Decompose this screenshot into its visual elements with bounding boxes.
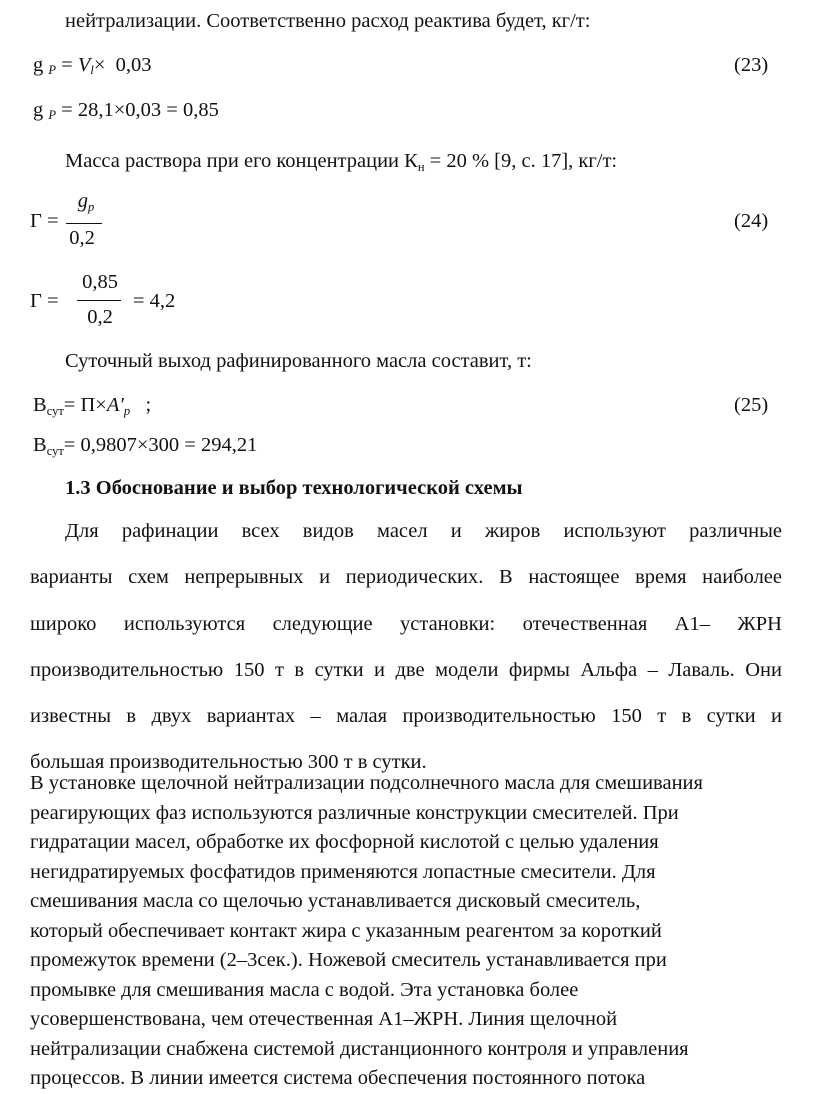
eq25b-b: B [33, 434, 47, 456]
mass-line-sub: н [417, 160, 425, 174]
eq25b-rest: = 0,9807×300 = 294,21 [63, 434, 258, 456]
intro-line: нейтрализации. Соответственно расход реактива будет, кг/т: [65, 10, 591, 32]
eq25-semicolon: ; [145, 394, 152, 416]
para2-line: реагирующих фаз используются различные конструкции смесителей. При [30, 801, 679, 824]
para2-line: В установке щелочной нейтрализации подсолнечного масла для смешивания [30, 772, 703, 794]
eq25-b: B [33, 394, 47, 416]
eq24b-result: = 4,2 [133, 290, 176, 312]
equation-24-number: (24) [734, 210, 769, 232]
eq23b-sub-p: P [48, 108, 57, 122]
eq24b-fraction-bar [77, 300, 121, 301]
para2-line: смешивания масла со щелочью устанавливается дисковый смеситель, [30, 890, 641, 912]
mass-line-rest: = 20 % [9, с. 17], кг/т: [424, 150, 618, 172]
eq23-g: g [33, 54, 44, 76]
mass-line-text: Масса раствора при его концентрации К [65, 150, 418, 172]
eq24b-denominator: 0,2 [87, 306, 113, 328]
equation-23-number: (23) [734, 54, 769, 76]
para2-line: промывке для смешивания масла с водой. Эта установка более [30, 978, 579, 1001]
equation-23-result [33, 99, 219, 122]
mass-line [65, 150, 617, 173]
eq23-sub-l: l [90, 63, 94, 77]
para2-line: усовершенствована, чем отечественная А1–ЖРН. Линия щелочной [30, 1008, 618, 1030]
para1-line-6: большая производительностью 300 т в сутки. [30, 751, 427, 773]
eq23-times: × [93, 54, 106, 76]
eq24-denominator: 0,2 [69, 227, 95, 249]
eq25-a-sub: р [123, 404, 131, 418]
eq25-a: A′ [106, 394, 124, 416]
para1-line-1: Для рафинации всех видов масел и жиров используют различные [65, 520, 782, 542]
para2-line: негидратируемых фосфатидов применяются лопастные смесители. Для [30, 860, 656, 883]
eq24-numerator [66, 190, 106, 213]
eq23-v: V [77, 54, 91, 76]
eq25-mid: = П× [63, 394, 107, 416]
para2-line: промежуток времени (2–3сек.). Ножевой смеситель устанавливается при [30, 949, 667, 971]
para2-line: нейтрализации снабжена системой дистанционного контроля и управления [30, 1037, 689, 1060]
eq23-num: 0,03 [115, 54, 152, 76]
para2-line: гидратации масел, обработке их фосфорной кислотой с целью удаления [30, 831, 659, 853]
section-heading: 1.3 Обоснование и выбор технологической схемы [65, 477, 523, 499]
para2-line: процессов. В линии имеется система обеспечения постоянного потока [30, 1067, 646, 1089]
eq24-num-sub: p [88, 200, 95, 214]
para1-line-3: широко используются следующие установки: отечественная А1– ЖРН [30, 613, 782, 635]
eq23b-g: g [33, 99, 44, 121]
para1-line-5: известны в двух вариантах – малая производительностью 150 т в сутки и [30, 705, 782, 727]
eq24b-numerator: 0,85 [82, 271, 118, 293]
eq24b-lhs: Γ = [30, 290, 59, 312]
eq24-num-g: g [77, 190, 88, 212]
eq23-eq: = [61, 54, 73, 76]
equation-25 [33, 394, 151, 417]
equation-25-result [33, 434, 257, 457]
para2-line: который обеспечивает контакт жира с указанным реагентом за короткий [30, 919, 662, 942]
eq25b-sub: сут [46, 444, 64, 458]
paragraph-2 [30, 769, 790, 1094]
equation-25-number: (25) [734, 394, 769, 416]
para1-line-4: производительностью 150 т в сутки и две модели фирмы Альфа – Лаваль. Они [30, 659, 782, 681]
eq25-sub: сут [46, 404, 64, 418]
eq23-sub-p: P [48, 63, 57, 77]
eq24-fraction-bar [66, 223, 102, 224]
eq24-lhs: Γ = [30, 210, 59, 232]
equation-23 [33, 54, 152, 77]
para1-line-2: варианты схем непрерывных и периодических. В настоящее время наиболее [30, 566, 782, 588]
eq23b-rest: = 28,1×0,03 = 0,85 [61, 99, 219, 121]
daily-line: Суточный выход рафинированного масла составит, т: [65, 350, 532, 372]
